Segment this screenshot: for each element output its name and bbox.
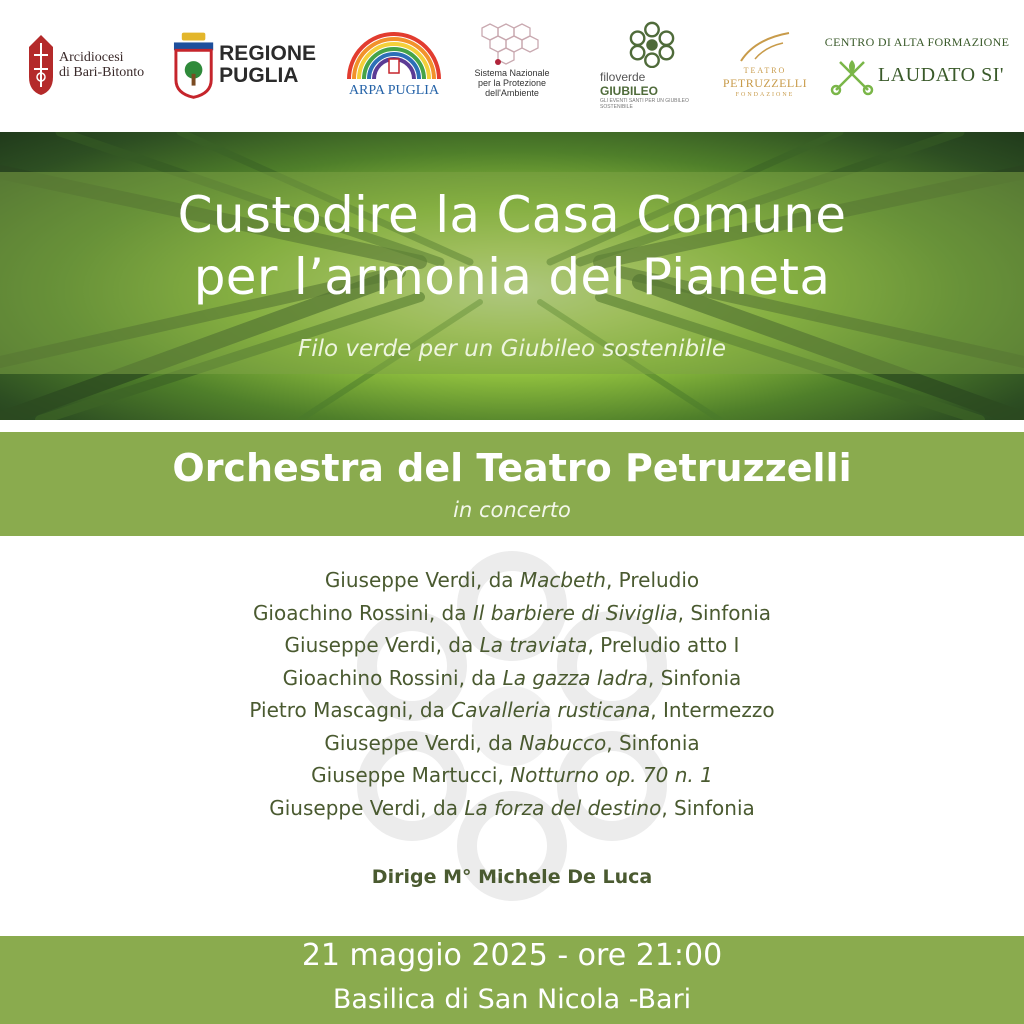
program-item-piece: , Preludio atto I <box>587 633 740 657</box>
program-item <box>0 564 1024 597</box>
program-item-composer: Pietro Mascagni, da <box>249 698 452 722</box>
program-item-composer: Giuseppe Verdi, da <box>324 568 520 592</box>
program-list <box>0 564 1024 824</box>
program-item-piece: , Intermezzo <box>650 698 775 722</box>
snpa-logo <box>450 22 574 112</box>
orchestra-band <box>0 432 1024 536</box>
hero-title-line2: per l’armonia del Pianeta <box>193 248 831 306</box>
arpa-rainbow-icon <box>345 31 443 83</box>
conductor-credit: Dirige M° Michele De Luca <box>371 866 653 888</box>
program-item-work: Il barbiere di Siviglia <box>472 600 678 625</box>
program-item-composer: Giuseppe Verdi, da <box>284 633 480 657</box>
filoverde-brand: GIUBILEO <box>600 84 659 98</box>
orchestra-subtitle: in concerto <box>453 498 571 522</box>
program-item <box>0 792 1024 825</box>
program-item-piece: , Sinfonia <box>661 795 755 820</box>
filoverde-tagline: GLI EVENTI SANTI PER UN GIUBILEO SOSTENIBILE <box>600 98 689 110</box>
arpa-label: ARPA PUGLIA <box>348 83 440 98</box>
hero-subtitle: Filo verde per un Giubileo sostenibile <box>297 336 727 362</box>
program-item-composer: Giuseppe Verdi, da <box>324 730 520 755</box>
program-item-work: La forza del destino <box>464 795 662 820</box>
program-item-piece: , Sinfonia <box>677 600 772 625</box>
filoverde-giubileo-logo <box>600 20 704 110</box>
program-item-work: Cavalleria rusticana <box>451 698 651 722</box>
snpa-line1: Sistema Nazionale <box>474 68 550 78</box>
snpa-line2: per la Protezione <box>477 78 547 88</box>
program-item-work: Nabucco <box>519 730 607 755</box>
petruzzelli-line1: TEATRO <box>743 66 787 75</box>
program-item <box>0 694 1024 727</box>
laudato-main: LAUDATO SI' <box>878 64 1004 86</box>
teatro-petruzzelli-logo <box>722 20 808 110</box>
program-item-work: La gazza ladra <box>502 665 648 690</box>
arcidiocesi-logo <box>26 20 156 110</box>
program-item <box>0 629 1024 662</box>
arcidiocesi-crest-icon <box>26 33 56 97</box>
sponsor-logos-strip <box>0 0 1024 132</box>
program-item <box>0 597 1024 630</box>
hero-title-line1: Custodire la Casa Comune <box>177 186 847 244</box>
hero-title <box>0 184 1024 308</box>
program-item-piece: , Sinfonia <box>606 730 700 755</box>
laudato-top: CENTRO DI ALTA FORMAZIONE <box>824 34 1010 49</box>
filoverde-prefix: filoverde <box>600 70 646 84</box>
program-item-work: Notturno op. 70 n. 1 <box>510 763 713 787</box>
program-item <box>0 759 1024 792</box>
regione-puglia-emblem-icon <box>172 30 215 100</box>
concert-program <box>0 536 1024 936</box>
laudato-si-logo <box>822 20 1012 110</box>
program-item-composer: Gioachino Rossini, da <box>282 665 503 690</box>
event-venue: Basilica di San Nicola -Bari <box>332 984 692 1015</box>
petruzzelli-line2: PETRUZZELLI <box>722 76 808 90</box>
program-item-work: La traviata <box>479 633 588 657</box>
program-item <box>0 662 1024 695</box>
laudato-keys-icon <box>830 56 874 96</box>
regione-line2: PUGLIA <box>219 64 299 87</box>
program-item-composer: Gioachino Rossini, da <box>252 600 473 625</box>
filoverde-flower-icon <box>625 20 679 68</box>
program-item-composer: Giuseppe Martucci, <box>311 763 511 787</box>
program-item-piece: , Sinfonia <box>647 665 742 690</box>
petruzzelli-swoosh-icon <box>735 29 795 65</box>
arcidiocesi-line2: di Bari-Bitonto <box>59 65 145 80</box>
regione-line1: REGIONE <box>219 42 316 65</box>
program-item <box>0 727 1024 760</box>
regione-puglia-logo <box>172 20 316 110</box>
program-item-piece: , Preludio <box>605 568 700 592</box>
arcidiocesi-line1: Arcidiocesi <box>59 50 124 65</box>
arpa-puglia-logo <box>342 20 446 110</box>
snpa-line3: dell'Ambiente <box>485 88 539 98</box>
hero-banner <box>0 132 1024 420</box>
program-item-work: Macbeth <box>519 568 606 592</box>
program-item-composer: Giuseppe Verdi, da <box>269 795 465 820</box>
petruzzelli-line3: FONDAZIONE <box>735 92 795 98</box>
event-footer <box>0 936 1024 1024</box>
event-date: 21 maggio 2025 - ore 21:00 <box>301 938 723 973</box>
orchestra-title: Orchestra del Teatro Petruzzelli <box>172 446 852 490</box>
snpa-hexagons-icon <box>472 22 552 66</box>
